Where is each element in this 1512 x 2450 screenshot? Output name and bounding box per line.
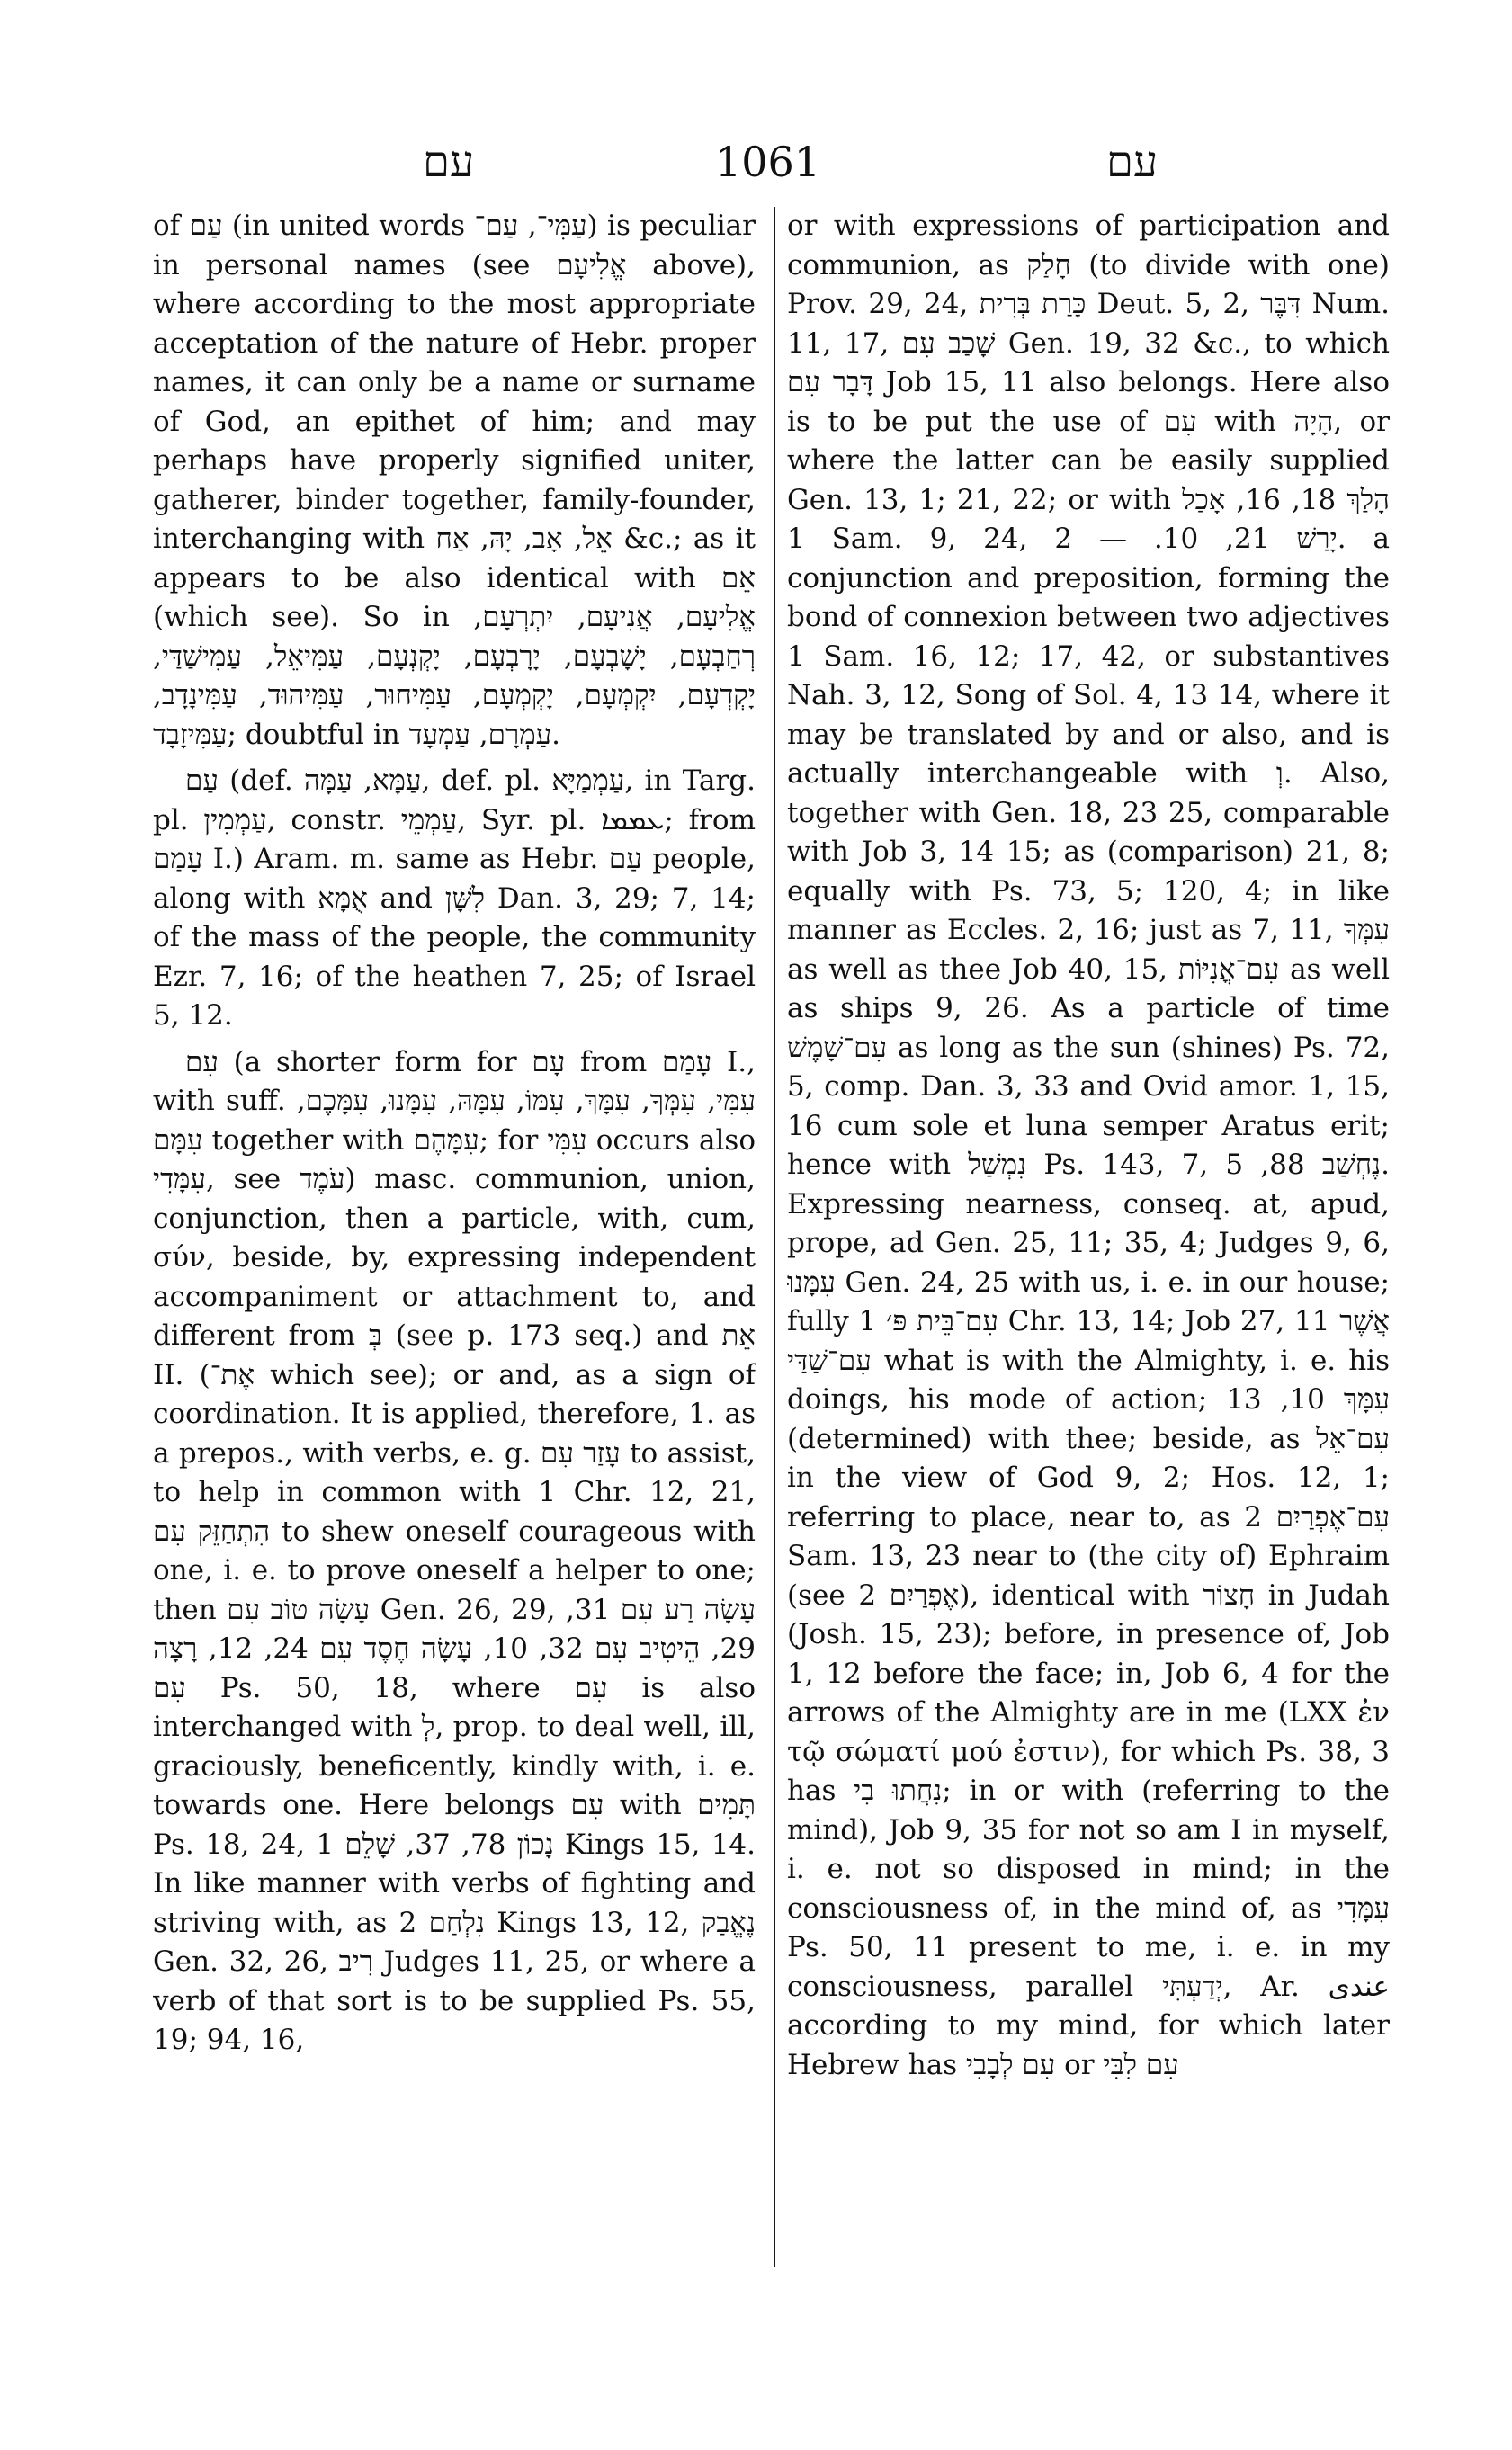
header-right-headword: עם — [1106, 137, 1159, 187]
entry-im-continued: or with expressions of participation and communion, as חָלַק (to divide with one) Prov. 29, 24, כָּרַת בְּרִית Deut. 5, 2, דִּבֶּר Num. 11, 17, שָׁכַב עִם Gen. 19, 32 &c., to which דָּבָר עִם Job 15, 11 also belongs. Here also is to be put the use of עִם with הָיָה, or where the latter can be easily supplied Gen. 13, 1; 21, 22; or with הָלַךְ 18, 16, אָכַל 1 Sam. 9, 24, יָרַשׁ 21, 10. — 2. a conjunction and preposition, forming the bond of connexion between two adjectives 1 Sam. 16, 12; 17, 42, or substantives Nah. 3, 12, Song of Sol. 4, 13 14, where it may be translated by and or also, and is actually interchangeable with וְ. Also, together with Gen. 18, 23 25, comparable with Job 3, 14 15; as (comparison) 21, 8; equally with Ps. 73, 5; 120, 4; in like manner as Eccles. 2, 16; just as 7, 11, עִמְּךָ as well as thee Job 40, 15, עִם־אֳנִיּוֹת as well as ships 9, 26. As a particle of time עִם־שָׁמֶשׁ as long as the sun (shines) Ps. 72, 5, comp. Dan. 3, 33 and Ovid amor. 1, 15, 16 cum sole et luna semper Aratus erit; hence with נִמְשַׁל Ps. 143, 7, נֶחְשַׁב 88, 5. Expressing nearness, conseq. at, apud, prope, ad Gen. 25, 11; 35, 4; Judges 9, 6, עִמָּנוּ Gen. 24, 25 with us, i. e. in our house; fully עִם־בֵּית פּ׳ 1 Chr. 13, 14; Job 27, 11 אֲשֶׁר עִם־שַׁדַּי what is with the Almighty, i. e. his doings, his mode of action; עִמָּךְ 10, 13 (determined) with thee; beside, as עִם־אֵל in the view of God 9, 2; Hos. 12, 1; referring to place, near to, as עִם־אֶפְרַיִם 2 Sam. 13, 23 near to (the city of) Ephraim (see אֶפְרַיִם 2), identical with חָצוֹר in Judah (Josh. 15, 23); before, in presence of, Job 1, 12 before the face; in, Job 6, 4 for the arrows of the Almighty are in me (LXX ἐν τῷ σώματί μού ἐστιν), for which Ps. 38, 3 has נִחֲתוּ בִי; in or with (referring to the mind), Job 9, 35 for not so am I in myself, i. e. not so disposed in mind; in the consciousness of, in the mind of, as עִמָּדִי Ps. 50, 11 present to me, i. e. in my consciousness, parallel יְדַעְתִּי, Ar. عندى according to my mind, for which later Hebrew has עִם לְבָבִי or עִם לִבִּי — [787, 210, 1390, 2081]
left-column — [153, 207, 756, 2267]
entry-im: עִם (a shorter form for עָם from עָמַם I., with suff. עִמִּי, עִמְּךָ, עִמָּךְ, עִמּוֹ, עִמָּהּ, עִמָּנוּ, עִמָּכֶם, עִמָּם together with עִמָּהֶם; for עִמִּי occurs also עִמָּדִי, see עֹמֶד) masc. communion, union, conjunction, then a particle, with, cum, σύν, beside, by, expressing independent accompaniment or attachment to, and different from בְּ (see p. 173 seq.) and אֵת II. (אֶת־ which see); or and, as a sign of coordination. It is applied, therefore, 1. as a prepos., with verbs, e. g. עָזַר עִם to assist, to help in common with 1 Chr. 12, 21, הִתְחַזֵּק עִם to shew oneself courageous with one, i. e. to prove oneself a helper to one; then עָשָׂה טוֹב עִם Gen. 26, 29, עָשָׂה רַע עִם 31, 29, הֵיטִיב עִם 32, 10, עָשָׂה חֶסֶד עִם 24, 12, רָצָה עִם Ps. 50, 18, where עִם is also interchanged with לְ, prop. to deal well, ill, graciously, beneficently, kindly with, i. e. towards one. Here belongs עִם with תָּמִים Ps. 18, 24, נָכוֹן 78, 37, שָׁלֵם 1 Kings 15, 14. In like manner with verbs of fighting and striving with, as נִלְחַם 2 Kings 13, 12, נֶאֱבַק Gen. 32, 26, רִיב Judges 11, 25, or where a verb of that sort is to be supplied Ps. 55, 19; 94, 16, — [153, 1045, 756, 2056]
entry-continuation: of עַם (in united words עַמִּי־, עַם־) is peculiar in personal names (see אֱלִיעָם above), where according to the most appropriate acceptation of the nature of Hebr. proper names, it can only be a name or surname of God, an epithet of him; and may perhaps have properly signified uniter, gatherer, binder together, family-founder, interchanging with אֵל, אָב, יָהּ, אַח &c.; as it appears to be also identical with אֵם (which see). So in אֱלִיעָם, אֲנִיעָם, יִתְרְעָם, רְחַבְעָם, יָשָׁבְעָם, יָרָבְעָם, יָקְנְעָם, עַמִּיאֵל, עַמִּישַׁדַּי, יָקְדְעָם, יִקְמְעָם, יָקְמְעָם, עַמִּיחוּר, עַמִּיהוּד, עַמִּינָדָב, עַמִּיזָבָד; doubtful in עַמְרָם, עַמְעָד. — [153, 210, 756, 751]
running-header — [153, 135, 1363, 198]
column-rule — [774, 207, 775, 2267]
right-column — [787, 207, 1390, 2267]
page-number: 1061 — [715, 138, 821, 186]
header-left-headword: עם — [423, 137, 475, 187]
entry-aram-am: עַם (def. עַמָּא, עַמָּה, def. pl. עַמְמַיָּא, in Targ. pl. עַמְמִין, constr. עַמְמֵי, Syr. pl. ܥܡܡܐ; from עָמַם I.) Aram. m. same as Hebr. עַם people, along with אֻמָּא and לִשָּׁן Dan. 3, 29; 7, 14; of the mass of the people, the community Ezr. 7, 16; of the heathen 7, 25; of Israel 5, 12. — [153, 765, 756, 1032]
